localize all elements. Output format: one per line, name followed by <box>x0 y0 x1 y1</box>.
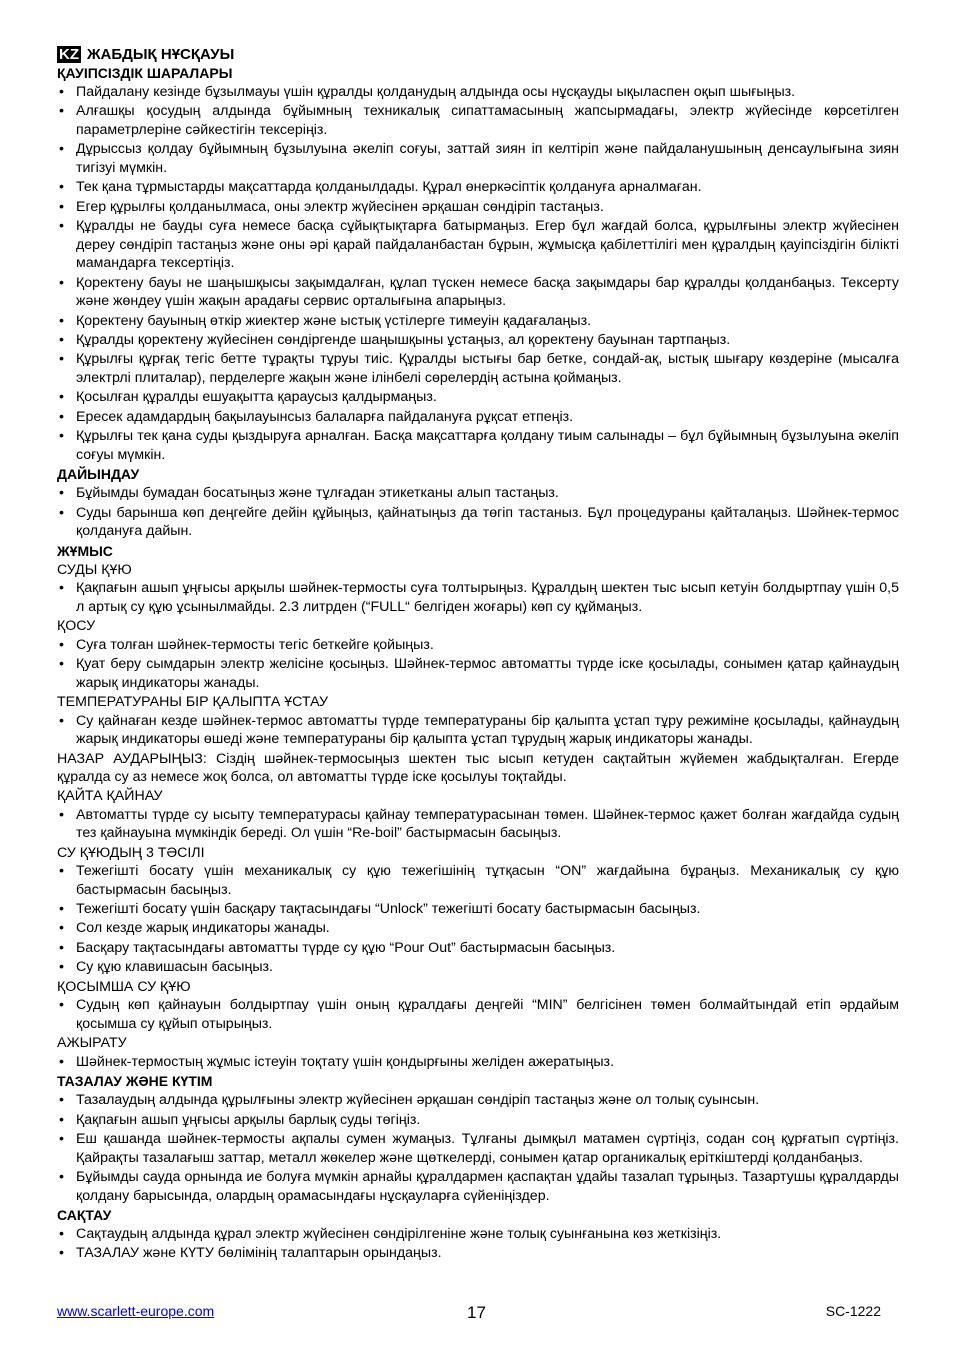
list-item: • Басқару тақтасындағы автоматты түрде су құю “Pour Out” бастырмасын басыңыз. <box>57 939 899 958</box>
section-heading-prep: ДАЙЫНДАУ <box>57 466 140 483</box>
list-item: • Сол кезде жарық индикаторы жанады. <box>57 919 899 938</box>
subheading-fill: СУДЫ ҚҰЮ <box>57 561 132 578</box>
list-item: • Тазалаудың алдында құрылғыны электр жүйесінен әрқашан сөндіріп тастаңыз және ол толық суынсын. <box>57 1091 899 1110</box>
subheading-reboil: ҚАЙТА ҚАЙНАУ <box>57 787 163 804</box>
list-item: • Бұйымды бумадан босатыңыз және тұлғадан этикетканы алып тастаңыз. <box>57 484 899 503</box>
prep-list <box>57 484 899 541</box>
on-list <box>57 636 899 693</box>
subheading-keep-warm: ТЕМПЕРАТУРАНЫ БІР ҚАЛЫПТА ҰСТАУ <box>57 694 328 711</box>
list-item: • Алғашқы қосудың алдында бұйымның техникалық сипаттамасының жапсырмадағы, электр жүйесінде көрсетілген параметрлеріне сәйкестігін тексеріңіз. <box>57 102 899 139</box>
clean-list <box>57 1091 899 1205</box>
list-item: • Су қайнаған кезде шәйнек-термос автоматты түрде температураны бір қалыпта ұстап тұру режиміне қосылады, қайнаудың жарық индикаторы өшеді және температураны бір қалыпта ұстап тұрудың жарық индикаторы жанады. <box>57 712 899 749</box>
language-badge: KZ <box>59 45 79 63</box>
disconnect-list <box>57 1053 899 1072</box>
list-item: • Суды барынша көп деңгейге дейін құйыңыз, қайнатыңыз да төгіп тастаныз. Бұл процедураны қайталаңыз. Шәйнек-термос қолдануға дайын. <box>57 504 899 541</box>
attention-note: НАЗАР АУДАРЫҢЫЗ: Сіздің шәйнек-термосыңыз шектен тыс ысып кетуден сақтайтын жүйемен жабдықталған. Егерде құралда су аз немесе жоқ болса, ол автоматты түрде іске қосылуы тоқтайды. <box>57 750 899 786</box>
list-item: • Құрылғы тек қана суды қыздыруға арналған. Басқа мақсаттарға қолдану тиым салынады – бұл бұйымның бұзылуына әкеліп соғуы мүмкін. <box>57 427 899 464</box>
subheading-disconnect: АЖЫРАТУ <box>57 1035 127 1052</box>
website-link[interactable]: www.scarlett-europe.com <box>57 1303 215 1319</box>
list-item: • Еш қашанда шәйнек-термосты ақпалы сумен жумаңыз. Тұлғаны дымқыл матамен сүртіңіз, содан соң құрғатып сүртіңіз. Қайрақты тазалағыш заттар, металл жөкелер және щөткелерді, сонымен қатар органикалық еріткіштерді қолданбаңыз. <box>57 1130 899 1167</box>
list-item: • Суға толған шәйнек-термосты тегіс беткейге қойыңыз. <box>57 636 899 655</box>
list-item: • Су құю клавишасын басыңыз. <box>57 958 899 977</box>
model-number: SC-1222 <box>825 1303 881 1319</box>
page-number: 17 <box>467 1303 486 1322</box>
section-heading-safety: ҚАУІПСІЗДІК ШАРАЛАРЫ <box>57 65 233 81</box>
pour-list <box>57 862 899 977</box>
keep-warm-list <box>57 712 899 749</box>
reboil-list <box>57 806 899 843</box>
list-item: • Қуат беру сымдарын электр желісіне қосыңыз. Шәйнек-термос автоматты түрде іске қосылады, сонымен қатар қайнаудың жарық индикаторы жанады. <box>57 655 899 692</box>
list-item: • Құрылғы құрғақ тегіс бетте тұрақты тұруы тиіс. Құралды ыстығы бар бетке, сондай-ақ, ыстық шығару көздеріне (мысалға электрлі плиталар), перделерге жақын және ілінбелі сөрелердің астына қоймаңыз. <box>57 350 899 387</box>
instruction-page <box>57 44 899 1264</box>
add-water-list <box>57 996 899 1033</box>
list-item: • Автоматты түрде су ысыту температурасы қайнау температурасынан төмен. Шәйнек-термос қажет болған жағдайда судың тез қайнауына мүмкіндік береді. Ол үшін “Re-boil” бастырмасын басыңыз. <box>57 806 899 843</box>
page-footer <box>57 1303 899 1325</box>
list-item: • Тежегішті босату үшін механикалық су құю тежегішінің тұтқасын “ON” жағдайына бұраңыз. Механикалық су құю бастырмасын басыңыз. <box>57 862 899 899</box>
subheading-pour: СУ ҚҰЮДЫҢ 3 ТӘСІЛІ <box>57 844 205 861</box>
list-item: • Тежегішті босату үшін басқару тақтасындағы “Unlock” тежегішті босату бастырмасын басыңыз. <box>57 900 899 919</box>
section-heading-clean: ТАЗАЛАУ ЖӘНЕ КҮТІМ <box>57 1073 213 1090</box>
section-heading-store: САҚТАУ <box>57 1206 112 1223</box>
list-item: • Қақпағын ашып ұңғысы арқылы барлық суды төгіңіз. <box>57 1111 899 1130</box>
list-item: • Тек қана тұрмыстарды мақсаттарда қолданылдады. Құрал өнеркәсіптік қолдануға арналмаған. <box>57 178 899 197</box>
list-item: • Қосылған құралды ешуақытта қараусыз қалдырмаңыз. <box>57 388 899 407</box>
subheading-on: ҚОСУ <box>57 618 96 635</box>
list-item: • Егер құрылғы қолданылмаса, оны электр жүйесінен әрқашан сөндіріп тастаңыз. <box>57 198 899 217</box>
list-item: • Судың көп қайнауын болдыртпау үшін оның құралдағы деңгейі “MIN” белгісінен төмен болмайтындай етіп әрдайым қосымша су құйып отырыңыз. <box>57 996 899 1033</box>
list-item: • Қақпағын ашып ұңғысы арқылы шәйнек-термосты суға толтырыңыз. Құралдың шектен тыс ысып кетуін болдыртпау үшін 0,5 л артық су құю ұсынылмайды. 2.3 литрден (“FULL“ белгіден жоғары) көп су құймаңыз. <box>57 579 899 616</box>
list-item: • ТАЗАЛАУ және КҮТУ бөлімінің талаптарын орындаңыз. <box>57 1244 899 1263</box>
list-item: • Пайдалану кезінде бұзылмауы үшін құралды қолданудың алдында осы нұсқауды ықыласпен оқып шығыңыз. <box>57 83 899 102</box>
list-item: • Құралды қоректену жүйесінен сөндіргенде шаңышқыны ұстаңыз, ал қоректену бауынан тартпаңыз. <box>57 331 899 350</box>
list-item: • Сақтаудың алдында құрал электр жүйесінен сөндірілгеніне және толық суынғанына көз жеткізіңіз. <box>57 1225 899 1244</box>
list-item: • Қоректену бауының өткір жиектер және ыстық үстілерге тимеуін қадағалаңыз. <box>57 312 899 331</box>
list-item: • Қоректену бауы не шаңышқысы зақымдалған, құлап түскен немесе басқа зақымдары бар құралды қолданбаңыз. Тексерту және жөндеу үшін жақын арадағы сервис орталығына апарыңыз. <box>57 274 899 311</box>
fill-list <box>57 579 899 616</box>
subheading-add-water: ҚОСЫМША СУ ҚҰЮ <box>57 978 191 995</box>
list-item: • Дұрыссыз қолдау бұйымның бұзылуына әкеліп соғуы, заттай зиян іп келтіріп және пайдаланушының денсаулығына зиян тигізуі мүмкін. <box>57 140 899 177</box>
list-item: • Құралды не бауды суға немесе басқа сұйықтықтарға батырмаңыз. Егер бұл жағдай болса, құрылғыны электр жүйесінен дереу сөндіріп тастаңыз және оны әрі қарай пайдаланбастан бұрын, жұмысқа қабілеттілігі мен құралдың қауіпсіздігін білікті мамандарға тексертіңіз. <box>57 217 899 273</box>
section-heading-work: ЖҰМЫС <box>57 542 113 559</box>
store-list <box>57 1225 899 1263</box>
safety-list <box>57 83 899 464</box>
page-title: ЖАБДЫҚ НҰСҚАУЫ <box>87 45 235 63</box>
list-item: • Ересек адамдардың бақылауынсыз балаларға пайдалануға рұқсат етпеңіз. <box>57 408 899 427</box>
list-item: • Шәйнек-термостың жұмыс істеуін тоқтату үшін қондырғыны желіден ажератыңыз. <box>57 1053 899 1072</box>
title-row <box>57 44 899 64</box>
list-item: • Бұйымды сауда орнында ие болуға мүмкін арнайы құралдармен қаспақтан ұдайы тазалап тұрыңыз. Тазартушы құралдарды қолдану барысында, олардың орамасындағы нұсқауларға сүйеніңіздер. <box>57 1168 899 1205</box>
